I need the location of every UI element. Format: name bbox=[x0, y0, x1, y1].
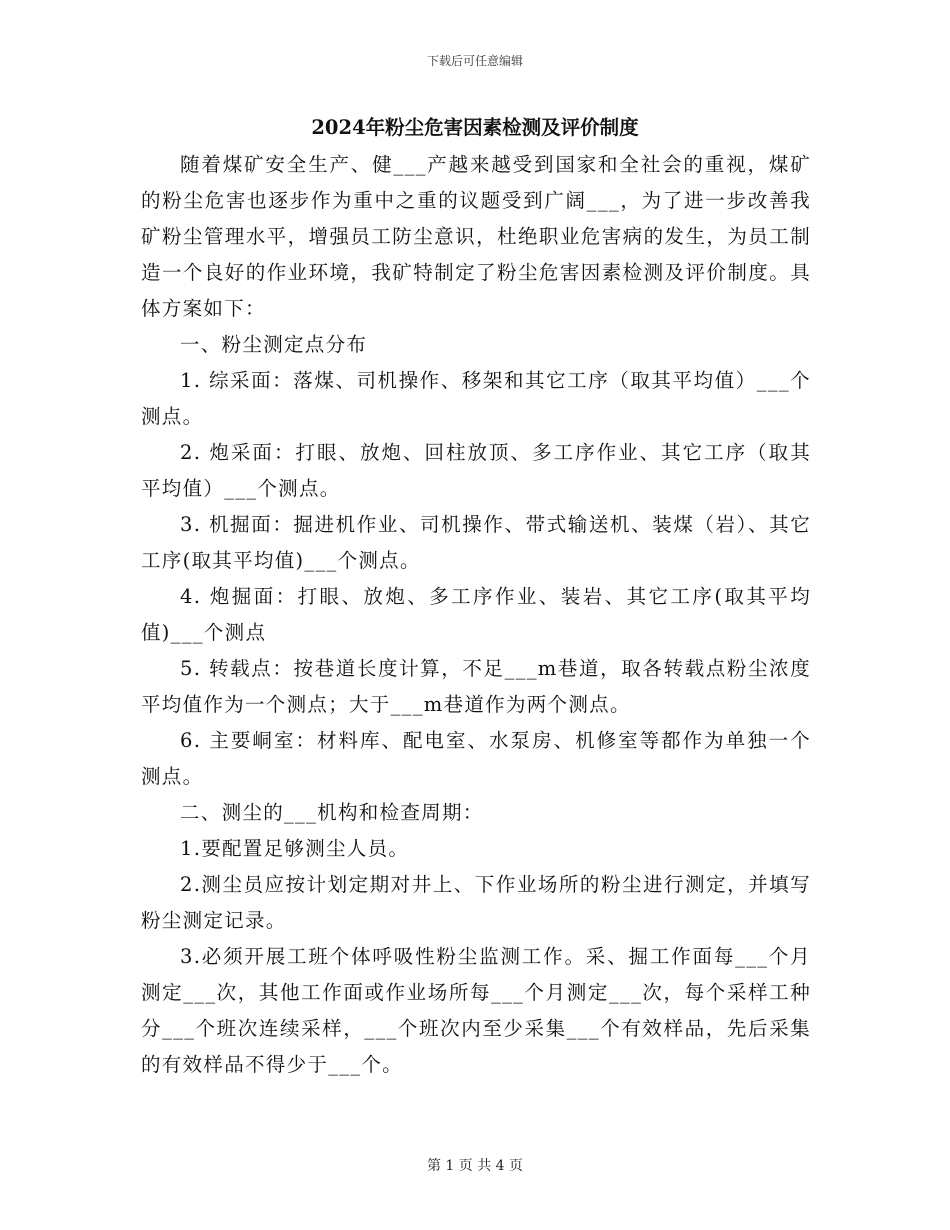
intro-paragraph: 随着煤矿安全生产、健___产越来越受到国家和全社会的重视，煤矿的粉尘危害也逐步作为重中之重的议题受到广阔___，为了进一步改善我矿粉尘管理水平，增强员工防尘意识，杜绝职业危害病的发生，为员工制造一个良好的作业环境，我矿特制定了粉尘危害因素检测及评价制度。具体方案如下： bbox=[141, 153, 811, 320]
list-item: 3. 机掘面：掘进机作业、司机操作、带式输送机、装煤（岩）、其它工序(取其平均值)___个测点。 bbox=[141, 513, 811, 572]
section-heading-1: 一、粉尘测定点分布 bbox=[180, 333, 368, 356]
list-item: 3.必须开展工班个体呼吸性粉尘监测工作。采、掘工作面每___个月测定___次，其他工作面或作业场所每___个月测定___次，每个采样工种分___个班次连续采样，___个班次内至少采集___个有效样品，先后采集的有效样品不得少于___个。 bbox=[141, 945, 811, 1076]
list-item: 1. 综采面：落煤、司机操作、移架和其它工序（取其平均值）___个测点。 bbox=[141, 369, 811, 428]
list-item: 2.测尘员应按计划定期对井上、下作业场所的粉尘进行测定，并填写粉尘测定记录。 bbox=[141, 873, 811, 932]
document-title: 2024年粉尘危害因素检测及评价制度 bbox=[311, 116, 639, 139]
page-number: 第 1 页 共 4 页 bbox=[426, 1158, 524, 1174]
list-item: 5. 转载点：按巷道长度计算，不足___m巷道，取各转载点粉尘浓度平均值作为一个测点；大于___m巷道作为两个测点。 bbox=[141, 657, 811, 716]
list-item: 2. 炮采面：打眼、放炮、回柱放顶、多工序作业、其它工序（取其平均值）___个测点。 bbox=[141, 441, 811, 500]
list-item: 1.要配置足够测尘人员。 bbox=[180, 837, 410, 860]
page-header-note: 下载后可任意编辑 bbox=[426, 54, 523, 68]
document-body bbox=[141, 147, 811, 1083]
list-item: 4. 炮掘面：打眼、放炮、多工序作业、装岩、其它工序(取其平均值)___个测点 bbox=[141, 585, 811, 644]
list-item: 6. 主要峒室：材料库、配电室、水泵房、机修室等都作为单独一个测点。 bbox=[141, 729, 811, 788]
section-heading-2: 二、测尘的___机构和检查周期： bbox=[180, 801, 484, 824]
